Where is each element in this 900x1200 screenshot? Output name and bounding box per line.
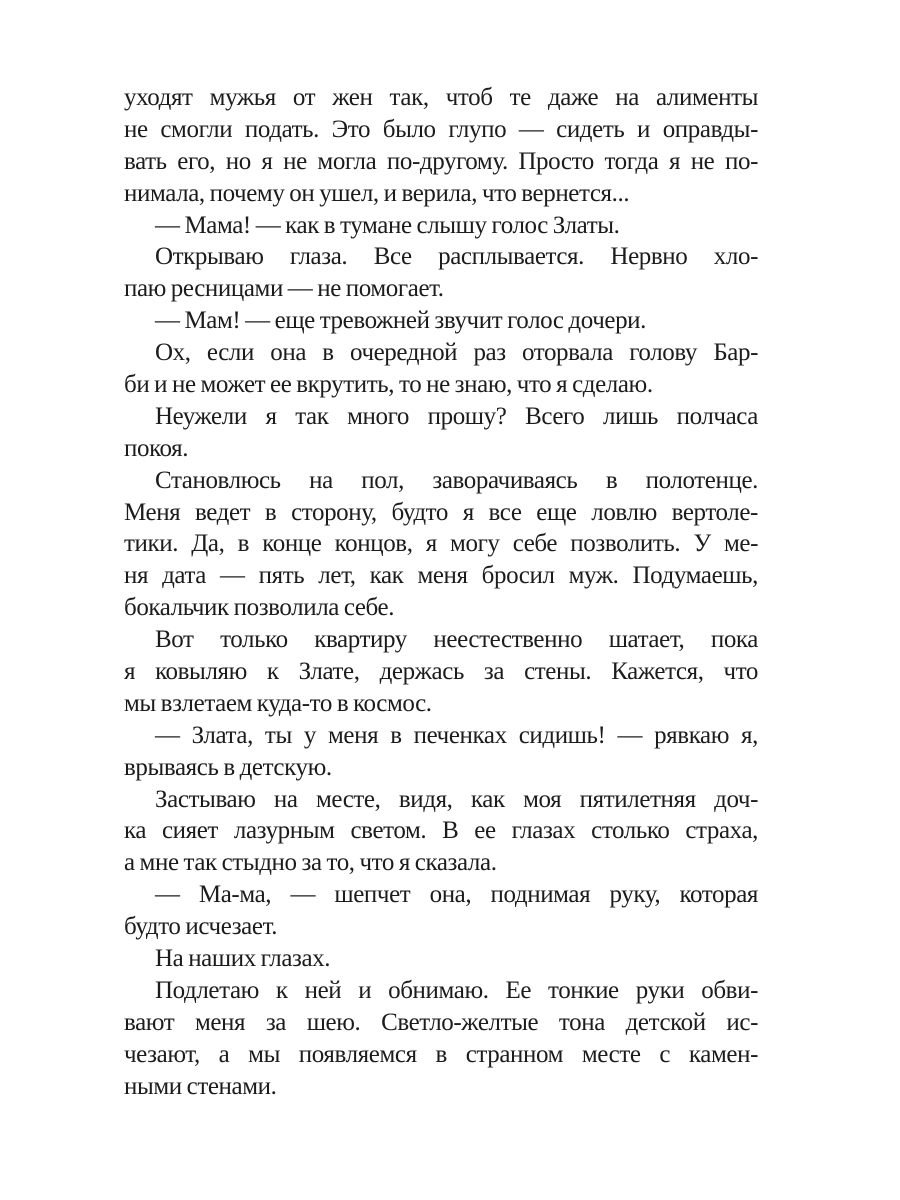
text-line: Ох, если она в очередной раз оторвала голову Бар- [155, 339, 758, 367]
text-line: тики. Да, в конце концов, я могу себе позволить. У ме- [124, 530, 758, 558]
text-line: ня дата — пять лет, как меня бросил муж. Подумаешь, [124, 562, 758, 590]
text-line: вать его, но я не могла по-другому. Просто тогда я не по- [124, 147, 758, 175]
text-line: Меня ведет в сторону, будто я все еще ловлю вертоле- [124, 498, 758, 526]
text-line: — Мам! — еще тревожней звучит голос дочери. [155, 307, 646, 335]
text-line: — Ма-ма, — шепчет она, поднимая руку, которая [155, 881, 758, 909]
text-line: покоя. [124, 434, 189, 462]
text-line: Застываю на месте, видя, как моя пятилетняя доч- [155, 785, 758, 813]
text-line: ка сияет лазурным светом. В ее глазах столько страха, [124, 817, 758, 845]
text-line: вают меня за шею. Светло-желтые тона детской ис- [124, 1008, 758, 1036]
text-line: будто исчезает. [124, 913, 278, 941]
text-line: Открываю глаза. Все расплывается. Нервно хло- [155, 243, 758, 271]
text-line: а мне так стыдно за то, что я сказала. [124, 849, 497, 877]
text-line: Подлетаю к ней и обнимаю. Ее тонкие руки обви- [155, 976, 758, 1004]
text-line: — Злата, ты у меня в печенках сидишь! — рявкаю я, [155, 721, 758, 749]
text-line: би и не может ее вкрутить, то не знаю, что я сделаю. [124, 371, 653, 399]
text-line: не смогли подать. Это было глупо — сидеть и оправды- [124, 115, 758, 143]
text-line: бокальчик позволила себе. [124, 594, 395, 622]
text-line: нимала, почему он ушел, и верила, что вернется... [124, 179, 630, 207]
text-line: Становлюсь на пол, заворачиваясь в полотенце. [155, 466, 758, 494]
text-line: мы взлетаем куда-то в космос. [124, 689, 432, 717]
text-line: паю ресницами — не помогает. [124, 275, 444, 303]
text-line: врываясь в детскую. [124, 753, 332, 781]
text-line: ными стенами. [124, 1072, 277, 1100]
text-line: Вот только квартиру неестественно шатает, пока [155, 626, 758, 654]
text-line: уходят мужья от жен так, чтоб те даже на алименты [124, 84, 758, 111]
text-line: Неужели я так много прошу? Всего лишь полчаса [155, 402, 758, 430]
text-line: На наших глазах. [155, 945, 331, 973]
text-line: чезают, а мы появляемся в странном месте с камен- [124, 1040, 758, 1068]
text-line: я ковыляю к Злате, держась за стены. Кажется, что [124, 658, 758, 686]
book-page-text [124, 82, 758, 1103]
text-line: — Мама! — как в тумане слышу голос Златы. [155, 211, 620, 239]
